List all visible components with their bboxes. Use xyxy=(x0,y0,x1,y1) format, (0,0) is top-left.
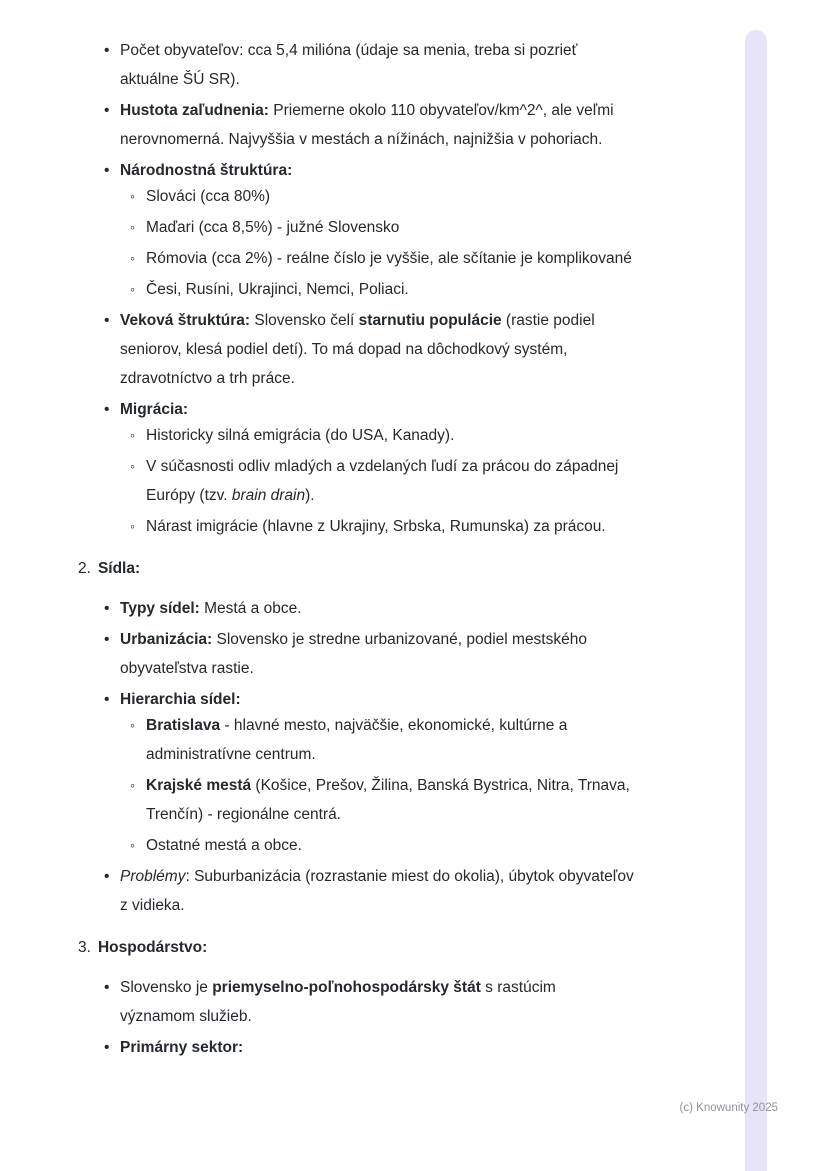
text-run: : Suburbanizácia (rozrastanie miest do okolia), úbytok obyvateľov z vidieka. xyxy=(120,868,634,914)
list-item xyxy=(104,96,635,154)
text-run: Maďari (cca 8,5%) - južné Slovensko xyxy=(146,219,400,236)
sub-list-item xyxy=(130,452,635,510)
text-run: s rastúcim významom služieb. xyxy=(120,979,556,1025)
list-item xyxy=(104,156,635,185)
text-run: ). xyxy=(305,487,315,504)
item-text xyxy=(120,306,635,393)
bold-text: Hierarchia sídel: xyxy=(120,691,241,708)
sub-list-item xyxy=(130,831,635,860)
item-text xyxy=(120,973,635,1031)
circle-bullet-icon: ◦ xyxy=(130,250,135,266)
circle-bullet-icon: ◦ xyxy=(130,837,135,853)
circle-bullet-icon: ◦ xyxy=(130,458,135,474)
text-run: Rómovia (cca 2%) - reálne číslo je vyššie, ale sčítanie je komplikované xyxy=(146,250,632,267)
scrollbar[interactable] xyxy=(745,30,767,1171)
sub-list-item xyxy=(130,182,635,211)
bold-text: Migrácia: xyxy=(120,401,189,418)
item-text xyxy=(120,1033,635,1062)
list-item xyxy=(104,862,635,920)
sub-list-item xyxy=(130,771,635,829)
circle-bullet-icon: ◦ xyxy=(130,427,135,443)
bullet-icon: • xyxy=(104,102,110,119)
list-item xyxy=(104,36,635,94)
bullet-icon: • xyxy=(104,401,110,418)
item-text xyxy=(146,275,635,304)
list-item xyxy=(104,1033,635,1062)
item-text xyxy=(146,182,635,211)
item-text xyxy=(120,96,635,154)
text-run: (rastie podiel seniorov, klesá podiel detí). To má dopad na dôchodkový systém, zdravotníctvo a trh práce. xyxy=(120,312,595,387)
bullet-icon: • xyxy=(104,868,110,885)
sub-list-item xyxy=(130,244,635,273)
item-text xyxy=(120,36,635,94)
sub-list-item xyxy=(130,512,635,541)
list-item xyxy=(104,306,635,393)
item-text xyxy=(146,452,635,510)
item-text xyxy=(120,862,635,920)
bullet-icon: • xyxy=(104,42,110,59)
item-text xyxy=(98,933,635,962)
bold-text: starnutiu populácie xyxy=(358,312,502,329)
bold-text: Primárny sektor: xyxy=(120,1039,244,1056)
item-text xyxy=(146,213,635,242)
item-text xyxy=(120,395,635,424)
item-text xyxy=(146,831,635,860)
sub-list-item xyxy=(130,711,635,769)
text-run: Ostatné mestá a obce. xyxy=(146,837,302,854)
bold-text: Národnostná štruktúra: xyxy=(120,162,293,179)
item-text xyxy=(146,421,635,450)
bold-text: Urbanizácia: xyxy=(120,631,213,648)
sub-list-item xyxy=(130,275,635,304)
text-run: Slovensko je xyxy=(120,979,213,996)
item-text xyxy=(146,771,635,829)
text-run: (Košice, Prešov, Žilina, Banská Bystrica, Nitra, Trnava, Trenčín) - regionálne centrá. xyxy=(146,777,630,823)
bold-text: priemyselno-poľnohospodársky štát xyxy=(212,979,481,996)
item-number: 2. xyxy=(78,560,91,577)
list-item xyxy=(104,625,635,683)
bullet-icon: • xyxy=(104,691,110,708)
list-item xyxy=(104,685,635,714)
text-run: Mestá a obce. xyxy=(199,600,302,617)
circle-bullet-icon: ◦ xyxy=(130,219,135,235)
numbered-item xyxy=(78,554,635,583)
bold-text: Veková štruktúra: xyxy=(120,312,251,329)
bold-text: Typy sídel: xyxy=(120,600,200,617)
circle-bullet-icon: ◦ xyxy=(130,188,135,204)
text-run: Česi, Rusíni, Ukrajinci, Nemci, Poliaci. xyxy=(146,281,409,298)
bold-text: Sídla: xyxy=(97,560,141,577)
bullet-icon: • xyxy=(104,600,110,617)
circle-bullet-icon: ◦ xyxy=(130,518,135,534)
bullet-icon: • xyxy=(104,631,110,648)
list-item xyxy=(104,594,635,623)
text-run: Slovensko čelí xyxy=(250,312,359,329)
bullet-icon: • xyxy=(104,312,110,329)
text-run: V súčasnosti odliv mladých a vzdelaných ľudí za prácou do západnej Európy (tzv. xyxy=(146,458,619,504)
text-run: Slováci (cca 80%) xyxy=(146,188,271,205)
item-text xyxy=(146,244,635,273)
bold-text: Bratislava xyxy=(146,717,221,734)
sub-list-item xyxy=(130,213,635,242)
text-run: Historicky silná emigrácia (do USA, Kanady). xyxy=(146,427,455,444)
circle-bullet-icon: ◦ xyxy=(130,717,135,733)
text-run: Počet obyvateľov: cca 5,4 milióna (údaje sa menia, treba si pozrieť aktuálne ŠÚ SR). xyxy=(120,42,578,88)
list-item xyxy=(104,395,635,424)
item-text xyxy=(120,594,635,623)
copyright-watermark: (c) Knowunity 2025 xyxy=(679,1102,778,1114)
item-text xyxy=(120,685,635,714)
item-text xyxy=(146,711,635,769)
item-text xyxy=(146,512,635,541)
bold-text: Hospodárstvo: xyxy=(97,939,208,956)
bullet-icon: • xyxy=(104,162,110,179)
circle-bullet-icon: ◦ xyxy=(130,281,135,297)
bold-text: Hustota zaľudnenia: xyxy=(120,102,269,119)
item-text xyxy=(120,156,635,185)
bullet-icon: • xyxy=(104,979,110,996)
item-text xyxy=(120,625,635,683)
bold-text: Krajské mestá xyxy=(146,777,252,794)
list-item xyxy=(104,973,635,1031)
bullet-icon: • xyxy=(104,1039,110,1056)
italic-text: Problémy xyxy=(120,868,186,885)
text-run: Priemerne okolo 110 obyvateľov/km^2^, ale veľmi nerovnomerná. Najvyššia v mestách a nížinách, najnižšia v pohoriach. xyxy=(120,102,614,148)
notes-list xyxy=(78,34,635,1064)
numbered-item xyxy=(78,933,635,962)
italic-text: brain drain xyxy=(231,487,306,504)
circle-bullet-icon: ◦ xyxy=(130,777,135,793)
text-run: Nárast imigrácie (hlavne z Ukrajiny, Srbska, Rumunska) za prácou. xyxy=(146,518,606,535)
text-run: - hlavné mesto, najväčšie, ekonomické, kultúrne a administratívne centrum. xyxy=(146,717,568,763)
item-number: 3. xyxy=(78,939,91,956)
text-run: Slovensko je stredne urbanizované, podiel mestského obyvateľstva rastie. xyxy=(120,631,587,677)
sub-list-item xyxy=(130,421,635,450)
item-text xyxy=(98,554,635,583)
